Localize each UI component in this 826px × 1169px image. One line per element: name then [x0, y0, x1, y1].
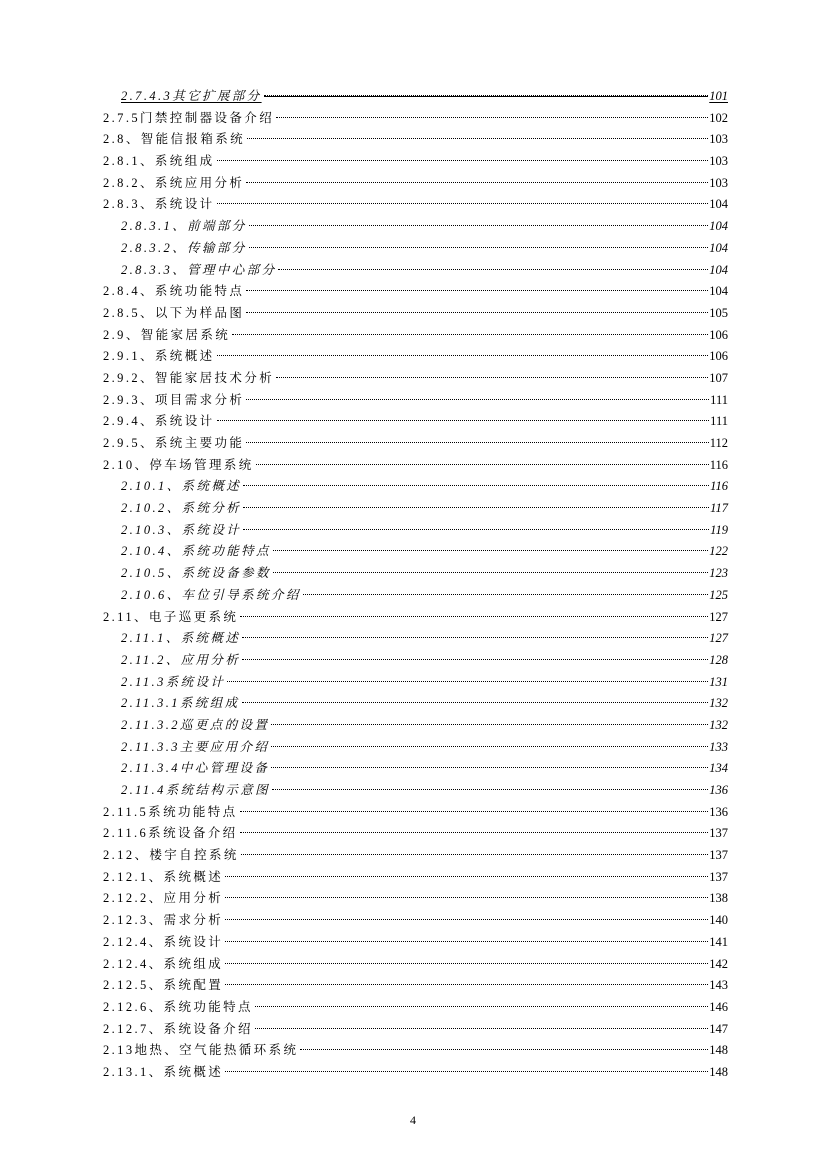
dot-leader [225, 876, 708, 877]
dot-leader [243, 529, 709, 530]
toc-entry-title: 2.8.1、系统组成 [103, 154, 215, 169]
dot-leader [225, 1071, 708, 1072]
toc-entry-title: 2.11.1、系统概述 [121, 631, 241, 646]
toc-entry-page-number: 148 [709, 1064, 728, 1079]
toc-entry-link[interactable] [121, 563, 728, 585]
toc-entry-link[interactable] [103, 411, 728, 433]
toc-entry-title: 2.8.5、以下为样品图 [103, 305, 245, 320]
toc-entry-link[interactable] [103, 455, 728, 477]
dot-leader [242, 637, 708, 638]
toc-entry-title: 2.9.4、系统设计 [103, 414, 215, 429]
toc-entry-title: 2.8、智能信报箱系统 [103, 132, 246, 147]
toc-entry-page-number: 116 [709, 457, 728, 472]
toc-row [0, 86, 826, 108]
toc-row [0, 346, 826, 368]
toc-entry-title: 2.12.4、系统组成 [103, 956, 224, 971]
toc-row [0, 672, 826, 694]
toc-entry-link[interactable] [121, 585, 728, 607]
toc-entry-page-number: 104 [709, 240, 728, 255]
toc-row [0, 715, 826, 737]
toc-entry-page-number: 132 [709, 696, 728, 711]
toc-entry-link[interactable] [121, 86, 728, 108]
dot-leader [246, 442, 708, 443]
dot-leader [246, 290, 708, 291]
dot-leader [225, 984, 708, 985]
toc-entry-title: 2.11、电子巡更系统 [103, 609, 239, 624]
dot-leader [271, 767, 708, 768]
toc-entry-title: 2.9.2、智能家居技术分析 [103, 370, 275, 385]
dot-leader [303, 594, 708, 595]
dot-leader [240, 616, 708, 617]
toc-entry-title: 2.12、楼宇自控系统 [103, 848, 239, 863]
toc-row [0, 607, 826, 629]
toc-row [0, 932, 826, 954]
dot-leader [240, 832, 709, 833]
toc-row [0, 737, 826, 759]
toc-entry-page-number: 106 [709, 349, 728, 364]
dot-leader [276, 117, 708, 118]
toc-entry-title: 2.12.1、系统概述 [103, 869, 224, 884]
toc-entry-page-number: 104 [709, 262, 728, 277]
toc-row [0, 476, 826, 498]
toc-entry-title: 2.8.3.3、管理中心部分 [121, 262, 277, 277]
toc-row [0, 194, 826, 216]
toc-entry-page-number: 111 [710, 414, 728, 429]
toc-entry-page-number: 127 [709, 631, 728, 646]
toc-row [0, 758, 826, 780]
toc-row [0, 585, 826, 607]
toc-row [0, 325, 826, 347]
toc-entry-link[interactable] [103, 368, 728, 390]
toc-entry-link[interactable] [121, 650, 728, 672]
toc-row [0, 173, 826, 195]
dot-leader [272, 789, 708, 790]
toc-entry-page-number: 117 [710, 501, 728, 516]
toc-row [0, 541, 826, 563]
toc-entry-link[interactable] [103, 932, 728, 954]
toc-entry-link[interactable] [121, 520, 728, 542]
toc-entry-title: 2.10.6、车位引导系统介绍 [121, 587, 301, 602]
toc-entry-link[interactable] [121, 693, 728, 715]
toc-entry-link[interactable] [121, 541, 728, 563]
toc-entry-link[interactable] [103, 281, 728, 303]
toc-entry-page-number: 131 [709, 674, 728, 689]
toc-entry-title: 2.10.2、系统分析 [121, 501, 242, 516]
dot-leader [271, 746, 708, 747]
toc-entry-link[interactable] [103, 194, 728, 216]
dot-leader [240, 811, 709, 812]
toc-entry-link[interactable] [103, 108, 728, 130]
toc-entry-page-number: 140 [709, 913, 728, 928]
dot-leader [249, 247, 709, 248]
toc-entry-link[interactable] [103, 303, 728, 325]
dot-leader [243, 485, 709, 486]
dot-leader [225, 963, 708, 964]
toc-entry-title: 2.11.2、应用分析 [121, 652, 241, 667]
toc-entry-link[interactable] [103, 346, 728, 368]
dot-leader [256, 464, 709, 465]
toc-entry-title: 2.9.3、项目需求分析 [103, 392, 245, 407]
toc-entry-page-number: 103 [709, 154, 728, 169]
toc-entry-title: 2.12.3、需求分析 [103, 913, 224, 928]
toc-entry-page-number: 128 [709, 652, 728, 667]
toc-row [0, 498, 826, 520]
dot-leader [241, 854, 708, 855]
toc-entry-title: 2.11.4系统结构示意图 [121, 783, 271, 797]
toc-entry-link[interactable] [121, 715, 728, 737]
toc-entry-link[interactable] [103, 1040, 728, 1062]
toc-entry-page-number: 125 [709, 587, 728, 602]
toc-entry-title: 2.11.3.4中心管理设备 [121, 761, 270, 776]
toc-entry-link[interactable] [121, 498, 728, 520]
toc-row [0, 1062, 826, 1084]
toc-entry-title: 2.13.1、系统概述 [103, 1064, 224, 1079]
toc-entry-link[interactable] [103, 607, 728, 629]
toc-entry-title: 2.12.4、系统设计 [103, 934, 224, 949]
toc-entry-title: 2.11.3.3主要应用介绍 [121, 739, 270, 754]
toc-entry-page-number: 103 [709, 132, 728, 147]
toc-row [0, 888, 826, 910]
toc-entry-title: 2.9.1、系统概述 [103, 349, 215, 364]
toc-entry-link[interactable] [121, 238, 728, 260]
dot-leader [227, 681, 708, 682]
toc-row [0, 455, 826, 477]
toc-entry-title: 2.11.3.2巡更点的设置 [121, 717, 270, 732]
toc-entry-link[interactable] [103, 1062, 728, 1084]
toc-entry-page-number: 104 [709, 219, 728, 234]
toc-row [0, 281, 826, 303]
toc-row [0, 303, 826, 325]
toc-row [0, 1019, 826, 1041]
dot-leader [232, 334, 708, 335]
toc-entry-page-number: 105 [709, 305, 728, 320]
toc-entry-link[interactable] [103, 910, 728, 932]
toc-entry-page-number: 133 [709, 739, 728, 754]
toc-entry-link[interactable] [103, 802, 728, 824]
dot-leader [273, 550, 708, 551]
toc-entry-title: 2.9.5、系统主要功能 [103, 436, 245, 450]
toc-row [0, 823, 826, 845]
toc-row [0, 975, 826, 997]
dot-leader [300, 1049, 708, 1050]
toc-entry-page-number: 103 [709, 175, 728, 190]
toc-row [0, 216, 826, 238]
toc-entry-page-number: 132 [709, 717, 728, 732]
toc-entry-page-number: 111 [710, 392, 728, 407]
toc-entry-link[interactable] [103, 823, 728, 845]
toc-entry-title: 2.12.7、系统设备介绍 [103, 1021, 253, 1036]
table-of-contents [0, 86, 826, 1084]
dot-leader [255, 1006, 708, 1007]
dot-leader [225, 897, 708, 898]
dot-leader [271, 724, 708, 725]
toc-entry-page-number: 141 [709, 934, 728, 949]
toc-row [0, 650, 826, 672]
toc-row [0, 954, 826, 976]
dot-leader [246, 399, 709, 400]
toc-row [0, 151, 826, 173]
toc-entry-page-number: 136 [709, 783, 728, 797]
toc-entry-page-number: 101 [709, 89, 728, 103]
toc-entry-title: 2.11.3.1系统组成 [121, 696, 240, 711]
toc-entry-title: 2.10.1、系统概述 [121, 479, 242, 494]
toc-entry-title: 2.8.3.1、前端部分 [121, 219, 247, 234]
toc-row [0, 845, 826, 867]
toc-entry-title: 2.13地热、空气能热循环系统 [103, 1043, 299, 1058]
dot-leader [247, 138, 708, 139]
toc-entry-link[interactable] [103, 390, 728, 412]
toc-entry-title: 2.9、智能家居系统 [103, 327, 231, 342]
toc-entry-page-number: 143 [709, 978, 728, 993]
toc-entry-link[interactable] [121, 260, 728, 282]
toc-entry-page-number: 102 [709, 110, 728, 125]
dot-leader [217, 420, 710, 421]
toc-entry-page-number: 137 [709, 848, 728, 863]
dot-leader [243, 507, 709, 508]
dot-leader [217, 355, 709, 356]
toc-entry-page-number: 123 [709, 566, 728, 581]
toc-entry-title: 2.12.6、系统功能特点 [103, 999, 253, 1014]
toc-entry-page-number: 106 [709, 327, 728, 342]
toc-row [0, 1040, 826, 1062]
dot-leader [242, 702, 709, 703]
toc-entry-link[interactable] [121, 672, 728, 694]
toc-row [0, 563, 826, 585]
toc-row [0, 802, 826, 824]
dot-leader [225, 941, 708, 942]
toc-row [0, 867, 826, 889]
toc-entry-page-number: 122 [709, 544, 728, 559]
toc-entry-link[interactable] [121, 780, 728, 802]
toc-row [0, 997, 826, 1019]
dot-leader [246, 312, 708, 313]
toc-row [0, 411, 826, 433]
toc-entry-title: 2.11.3系统设计 [121, 674, 226, 689]
dot-leader [217, 160, 709, 161]
toc-entry-title: 2.8.4、系统功能特点 [103, 284, 245, 299]
toc-entry-title: 2.10、停车场管理系统 [103, 457, 254, 472]
toc-entry-page-number: 119 [710, 522, 728, 537]
toc-entry-link[interactable] [103, 325, 728, 347]
toc-entry-title: 2.8.3、系统设计 [103, 197, 215, 212]
toc-entry-title: 2.7.4.3其它扩展部分 [121, 89, 262, 103]
toc-entry-link[interactable] [103, 975, 728, 997]
toc-row [0, 520, 826, 542]
toc-entry-title: 2.10.3、系统设计 [121, 522, 242, 537]
page-footer-number: 4 [410, 1113, 416, 1127]
dot-leader [273, 572, 708, 573]
toc-entry-page-number: 137 [709, 869, 728, 884]
toc-entry-page-number: 104 [709, 284, 728, 299]
toc-entry-title: 2.12.2、应用分析 [103, 891, 224, 906]
toc-entry-link[interactable] [103, 1019, 728, 1041]
toc-entry-page-number: 107 [709, 370, 728, 385]
toc-entry-page-number: 137 [709, 826, 728, 841]
dot-leader [278, 269, 708, 270]
toc-row [0, 693, 826, 715]
dot-leader [249, 225, 709, 226]
toc-row [0, 129, 826, 151]
toc-entry-title: 2.10.5、系统设备参数 [121, 566, 271, 581]
toc-row [0, 390, 826, 412]
toc-row [0, 628, 826, 650]
dot-leader [276, 377, 708, 378]
dot-leader [255, 1028, 708, 1029]
toc-entry-page-number: 142 [709, 956, 728, 971]
toc-row [0, 238, 826, 260]
toc-entry-link[interactable] [103, 888, 728, 910]
toc-entry-page-number: 112 [709, 436, 728, 450]
toc-entry-title: 2.8.2、系统应用分析 [103, 175, 245, 190]
toc-entry-link[interactable] [121, 737, 728, 759]
toc-entry-link[interactable] [103, 954, 728, 976]
toc-entry-link[interactable] [103, 433, 728, 455]
toc-entry-page-number: 136 [709, 804, 728, 819]
toc-entry-title: 2.12.5、系统配置 [103, 978, 224, 993]
toc-entry-title: 2.7.5门禁控制器设备介绍 [103, 110, 275, 125]
toc-entry-title: 2.11.6系统设备介绍 [103, 826, 238, 841]
toc-row [0, 368, 826, 390]
toc-entry-page-number: 127 [709, 609, 728, 624]
toc-row [0, 260, 826, 282]
toc-entry-page-number: 148 [709, 1043, 728, 1058]
toc-row [0, 780, 826, 802]
toc-entry-link[interactable] [103, 867, 728, 889]
toc-entry-link[interactable] [121, 758, 728, 780]
toc-entry-title: 2.10.4、系统功能特点 [121, 544, 271, 559]
toc-entry-link[interactable] [103, 845, 728, 867]
toc-entry-link[interactable] [103, 151, 728, 173]
dot-leader [264, 95, 709, 96]
toc-entry-link[interactable] [103, 997, 728, 1019]
toc-entry-link[interactable] [103, 173, 728, 195]
dot-leader [217, 203, 709, 204]
toc-row [0, 433, 826, 455]
dot-leader [246, 182, 708, 183]
dot-leader [242, 659, 708, 660]
toc-entry-page-number: 146 [709, 999, 728, 1014]
toc-entry-title: 2.11.5系统功能特点 [103, 804, 238, 819]
toc-entry-page-number: 138 [709, 891, 728, 906]
toc-entry-link[interactable] [121, 476, 728, 498]
toc-entry-link[interactable] [103, 129, 728, 151]
toc-row [0, 108, 826, 130]
toc-row [0, 910, 826, 932]
toc-entry-link[interactable] [121, 628, 728, 650]
toc-entry-title: 2.8.3.2、传输部分 [121, 240, 247, 255]
toc-entry-page-number: 147 [709, 1021, 728, 1036]
toc-entry-page-number: 134 [709, 761, 728, 776]
toc-entry-link[interactable] [121, 216, 728, 238]
toc-entry-page-number: 104 [709, 197, 728, 212]
dot-leader [225, 919, 708, 920]
toc-entry-page-number: 116 [710, 479, 728, 494]
